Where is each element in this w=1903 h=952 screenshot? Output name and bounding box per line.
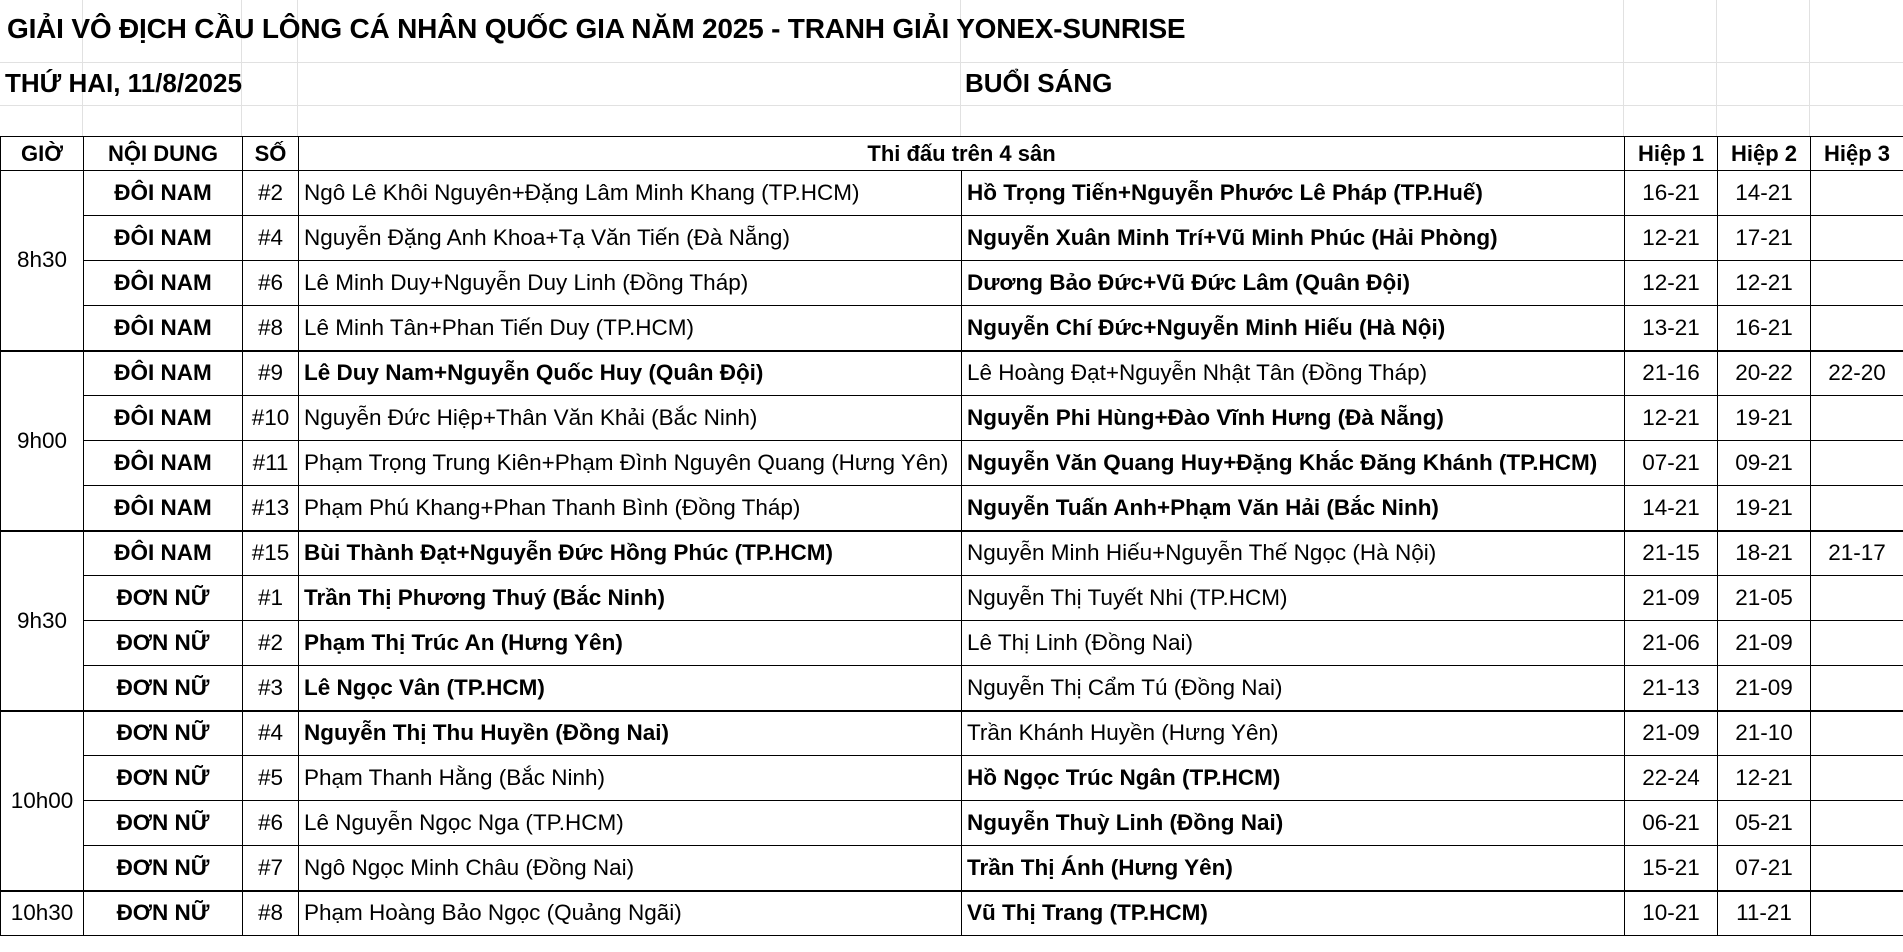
set1-score: 21-09	[1625, 576, 1718, 621]
match-row	[1, 216, 1903, 261]
set1-score: 12-21	[1625, 396, 1718, 441]
set2-score: 19-21	[1718, 486, 1811, 531]
match-number: #5	[243, 756, 299, 801]
set2-score: 12-21	[1718, 756, 1811, 801]
session-label: BUỔI SÁNG	[965, 68, 1113, 98]
team-b: Hồ Trọng Tiến+Nguyễn Phước Lê Pháp (TP.Huế)	[962, 171, 1625, 216]
set3-score	[1811, 846, 1903, 891]
match-category: ĐƠN NỮ	[84, 846, 243, 891]
set3-score	[1811, 441, 1903, 486]
team-b: Nguyễn Xuân Minh Trí+Vũ Minh Phúc (Hải Phòng)	[962, 216, 1625, 261]
set3-score	[1811, 396, 1903, 441]
team-a: Bùi Thành Đạt+Nguyễn Đức Hồng Phúc (TP.HCM)	[299, 531, 962, 576]
match-number: #1	[243, 576, 299, 621]
set1-score: 12-21	[1625, 216, 1718, 261]
team-b: Vũ Thị Trang (TP.HCM)	[962, 891, 1625, 936]
team-b: Nguyễn Thị Tuyết Nhi (TP.HCM)	[962, 576, 1625, 621]
match-number: #6	[243, 261, 299, 306]
match-category: ĐƠN NỮ	[84, 801, 243, 846]
time-slot: 9h30	[1, 531, 84, 711]
set1-score: 10-21	[1625, 891, 1718, 936]
team-a: Lê Minh Duy+Nguyễn Duy Linh (Đồng Tháp)	[299, 261, 962, 306]
match-number: #11	[243, 441, 299, 486]
date-label: THỨ HAI, 11/8/2025	[5, 68, 242, 98]
match-row	[1, 396, 1903, 441]
set2-score: 21-09	[1718, 621, 1811, 666]
team-b: Trần Thị Ánh (Hưng Yên)	[962, 846, 1625, 891]
team-a: Phạm Thị Trúc An (Hưng Yên)	[299, 621, 962, 666]
set2-score: 20-22	[1718, 351, 1811, 396]
team-b: Hồ Ngọc Trúc Ngân (TP.HCM)	[962, 756, 1625, 801]
set3-score: 22-20	[1811, 351, 1903, 396]
set1-score: 21-09	[1625, 711, 1718, 756]
set2-score: 09-21	[1718, 441, 1811, 486]
set2-score: 14-21	[1718, 171, 1811, 216]
team-b: Nguyễn Thị Cẩm Tú (Đồng Nai)	[962, 666, 1625, 711]
team-b: Dương Bảo Đức+Vũ Đức Lâm (Quân Đội)	[962, 261, 1625, 306]
match-row	[1, 306, 1903, 351]
time-slot: 8h30	[1, 171, 84, 351]
set2-score: 07-21	[1718, 846, 1811, 891]
set1-score: 07-21	[1625, 441, 1718, 486]
match-number: #9	[243, 351, 299, 396]
gridline	[0, 105, 1903, 106]
team-b: Nguyễn Thuỳ Linh (Đồng Nai)	[962, 801, 1625, 846]
match-row	[1, 801, 1903, 846]
col-header-set3: Hiệp 3	[1811, 137, 1903, 171]
match-number: #15	[243, 531, 299, 576]
match-row	[1, 711, 1903, 756]
match-row	[1, 846, 1903, 891]
set1-score: 21-13	[1625, 666, 1718, 711]
match-number: #7	[243, 846, 299, 891]
team-a: Nguyễn Thị Thu Huyền (Đồng Nai)	[299, 711, 962, 756]
col-header-category: NỘI DUNG	[84, 137, 243, 171]
match-number: #13	[243, 486, 299, 531]
match-row	[1, 891, 1903, 936]
set1-score: 22-24	[1625, 756, 1718, 801]
set2-score: 18-21	[1718, 531, 1811, 576]
set3-score: 21-17	[1811, 531, 1903, 576]
match-category: ĐƠN NỮ	[84, 621, 243, 666]
match-category: ĐƠN NỮ	[84, 576, 243, 621]
page-title: GIẢI VÔ ĐỊCH CẦU LÔNG CÁ NHÂN QUỐC GIA NĂM 2025 - TRANH GIẢI YONEX-SUNRISE	[7, 13, 1186, 44]
team-a: Phạm Trọng Trung Kiên+Phạm Đình Nguyên Quang (Hưng Yên)	[299, 441, 962, 486]
match-number: #8	[243, 891, 299, 936]
team-a: Ngô Ngọc Minh Châu (Đồng Nai)	[299, 846, 962, 891]
gridline	[1716, 0, 1717, 136]
set2-score: 21-09	[1718, 666, 1811, 711]
team-a: Lê Ngọc Vân (TP.HCM)	[299, 666, 962, 711]
team-a: Phạm Phú Khang+Phan Thanh Bình (Đồng Tháp)	[299, 486, 962, 531]
match-number: #2	[243, 171, 299, 216]
set3-score	[1811, 756, 1903, 801]
schedule-table	[0, 136, 1903, 936]
match-row	[1, 576, 1903, 621]
team-a: Ngô Lê Khôi Nguyên+Đặng Lâm Minh Khang (TP.HCM)	[299, 171, 962, 216]
match-category: ĐÔI NAM	[84, 396, 243, 441]
set3-score	[1811, 711, 1903, 756]
set3-score	[1811, 486, 1903, 531]
gridline	[1809, 0, 1810, 136]
set1-score: 14-21	[1625, 486, 1718, 531]
match-row	[1, 621, 1903, 666]
team-b: Lê Hoàng Đạt+Nguyễn Nhật Tân (Đồng Tháp)	[962, 351, 1625, 396]
match-category: ĐÔI NAM	[84, 486, 243, 531]
team-a: Nguyễn Đặng Anh Khoa+Tạ Văn Tiến (Đà Nẵng)	[299, 216, 962, 261]
col-header-time: GIỜ	[1, 137, 84, 171]
set3-score	[1811, 621, 1903, 666]
match-row	[1, 171, 1903, 216]
match-category: ĐÔI NAM	[84, 351, 243, 396]
match-number: #6	[243, 801, 299, 846]
match-category: ĐƠN NỮ	[84, 891, 243, 936]
col-header-number: SỐ	[243, 137, 299, 171]
match-category: ĐÔI NAM	[84, 306, 243, 351]
time-slot: 10h00	[1, 711, 84, 891]
set2-score: 19-21	[1718, 396, 1811, 441]
team-b: Trần Khánh Huyền (Hưng Yên)	[962, 711, 1625, 756]
time-slot: 10h30	[1, 891, 84, 936]
header-row	[1, 137, 1903, 171]
set1-score: 06-21	[1625, 801, 1718, 846]
set2-score: 16-21	[1718, 306, 1811, 351]
gridline	[1623, 0, 1624, 136]
set3-score	[1811, 171, 1903, 216]
team-a: Phạm Thanh Hằng (Bắc Ninh)	[299, 756, 962, 801]
set1-score: 21-16	[1625, 351, 1718, 396]
match-number: #4	[243, 711, 299, 756]
set3-score	[1811, 306, 1903, 351]
match-category: ĐÔI NAM	[84, 441, 243, 486]
team-b: Nguyễn Tuấn Anh+Phạm Văn Hải (Bắc Ninh)	[962, 486, 1625, 531]
set1-score: 13-21	[1625, 306, 1718, 351]
set3-score	[1811, 801, 1903, 846]
team-b: Nguyễn Phi Hùng+Đào Vĩnh Hưng (Đà Nẵng)	[962, 396, 1625, 441]
match-number: #10	[243, 396, 299, 441]
match-row	[1, 666, 1903, 711]
match-row	[1, 531, 1903, 576]
col-header-set1: Hiệp 1	[1625, 137, 1718, 171]
match-row	[1, 486, 1903, 531]
set2-score: 05-21	[1718, 801, 1811, 846]
set1-score: 16-21	[1625, 171, 1718, 216]
team-a: Nguyễn Đức Hiệp+Thân Văn Khải (Bắc Ninh)	[299, 396, 962, 441]
team-b: Nguyễn Chí Đức+Nguyễn Minh Hiếu (Hà Nội)	[962, 306, 1625, 351]
set2-score: 12-21	[1718, 261, 1811, 306]
set3-score	[1811, 576, 1903, 621]
col-header-set2: Hiệp 2	[1718, 137, 1811, 171]
set1-score: 12-21	[1625, 261, 1718, 306]
team-b: Nguyễn Minh Hiếu+Nguyễn Thế Ngọc (Hà Nội)	[962, 531, 1625, 576]
set3-score	[1811, 891, 1903, 936]
team-b: Lê Thị Linh (Đồng Nai)	[962, 621, 1625, 666]
match-category: ĐÔI NAM	[84, 216, 243, 261]
schedule-body	[1, 171, 1903, 936]
match-category: ĐƠN NỮ	[84, 666, 243, 711]
match-category: ĐÔI NAM	[84, 171, 243, 216]
set3-score	[1811, 666, 1903, 711]
set2-score: 17-21	[1718, 216, 1811, 261]
gridline	[0, 62, 1903, 63]
set1-score: 21-06	[1625, 621, 1718, 666]
match-category: ĐÔI NAM	[84, 531, 243, 576]
set1-score: 21-15	[1625, 531, 1718, 576]
team-a: Lê Nguyễn Ngọc Nga (TP.HCM)	[299, 801, 962, 846]
team-a: Trần Thị Phương Thuý (Bắc Ninh)	[299, 576, 962, 621]
team-b: Nguyễn Văn Quang Huy+Đặng Khắc Đăng Khánh (TP.HCM)	[962, 441, 1625, 486]
match-number: #2	[243, 621, 299, 666]
match-category: ĐÔI NAM	[84, 261, 243, 306]
match-category: ĐƠN NỮ	[84, 711, 243, 756]
team-a: Lê Duy Nam+Nguyễn Quốc Huy (Quân Đội)	[299, 351, 962, 396]
set2-score: 21-05	[1718, 576, 1811, 621]
set3-score	[1811, 216, 1903, 261]
set2-score: 21-10	[1718, 711, 1811, 756]
match-number: #3	[243, 666, 299, 711]
set2-score: 11-21	[1718, 891, 1811, 936]
match-row	[1, 261, 1903, 306]
team-a: Phạm Hoàng Bảo Ngọc (Quảng Ngãi)	[299, 891, 962, 936]
match-category: ĐƠN NỮ	[84, 756, 243, 801]
time-slot: 9h00	[1, 351, 84, 531]
match-number: #4	[243, 216, 299, 261]
match-row	[1, 351, 1903, 396]
col-header-courts: Thi đấu trên 4 sân	[299, 137, 1625, 171]
match-number: #8	[243, 306, 299, 351]
match-row	[1, 441, 1903, 486]
set3-score	[1811, 261, 1903, 306]
set1-score: 15-21	[1625, 846, 1718, 891]
team-a: Lê Minh Tân+Phan Tiến Duy (TP.HCM)	[299, 306, 962, 351]
match-row	[1, 756, 1903, 801]
